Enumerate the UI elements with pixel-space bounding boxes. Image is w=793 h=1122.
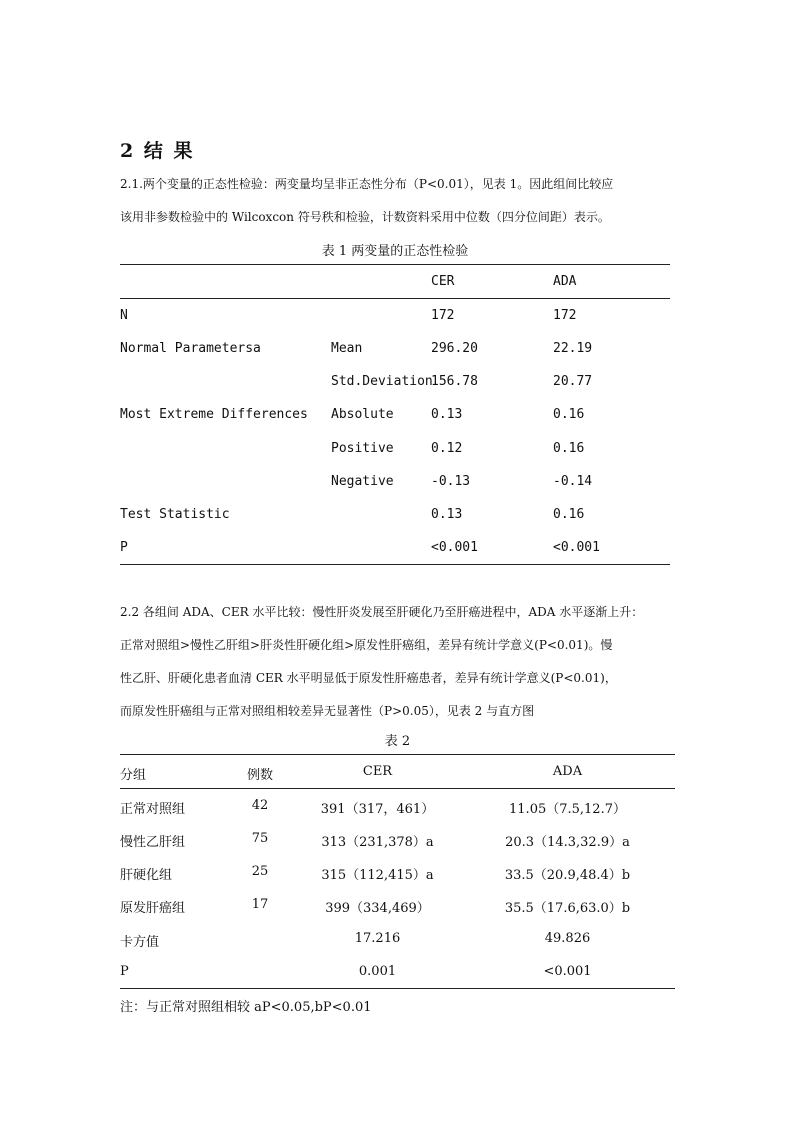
table1-cell: N bbox=[120, 308, 128, 323]
table2-cell: 35.5（17.6,63.0）b bbox=[504, 901, 631, 916]
table1-cell: Mean bbox=[331, 341, 363, 356]
table2-header-ada: ADA bbox=[552, 764, 583, 779]
table2-cell: 399（334,469） bbox=[325, 901, 430, 916]
table2-caption: 表 2 bbox=[384, 734, 411, 749]
table1-cell: 0.13 bbox=[431, 507, 463, 522]
paragraph-line: 正常对照组>慢性乙肝组>肝炎性肝硬化组>原发性肝癌组，差异有统计学意义(P<0.01)。慢 bbox=[120, 638, 613, 652]
paragraph-line: 2.1.两个变量的正态性检验：两变量均呈非正态性分布（P<0.01），见表 1。因此组间比较应 bbox=[120, 177, 614, 191]
table1-cell: Std.Deviation bbox=[331, 374, 433, 389]
table1-cell: 0.16 bbox=[553, 407, 585, 422]
table2-cell: <0.001 bbox=[543, 964, 592, 979]
table1-cell: 156.78 bbox=[431, 374, 478, 389]
table2-cell: 肝硬化组 bbox=[120, 868, 173, 883]
table2-cell: 20.3（14.3,32.9）a bbox=[505, 835, 630, 850]
table2-cell: 315（112,415）a bbox=[321, 868, 434, 883]
paragraph-line: 而原发性肝癌组与正常对照组相较差异无显著性（P>0.05），见表 2 与直方图 bbox=[120, 704, 535, 718]
table-top-rule bbox=[120, 754, 675, 755]
paragraph-2-2 bbox=[120, 596, 676, 728]
table1-cell: -0.14 bbox=[553, 474, 593, 489]
table1-cell: -0.13 bbox=[431, 474, 471, 489]
table2-cell: 原发肝癌组 bbox=[120, 901, 186, 916]
table2-cell: 17 bbox=[251, 897, 269, 912]
table1-cell: 0.13 bbox=[431, 407, 463, 422]
table1-header-cer: CER bbox=[431, 274, 455, 289]
table1-cell: 0.16 bbox=[553, 441, 585, 456]
table2-note: 注：与正常对照组相较 aP<0.05,bP<0.01 bbox=[120, 1000, 372, 1015]
paragraph-line: 该用非参数检验中的 Wilcoxcon 符号秩和检验，计数资料采用中位数（四分位间距）表示。 bbox=[120, 210, 610, 224]
table2-cell: 17.216 bbox=[354, 931, 401, 946]
table-bottom-rule bbox=[120, 564, 670, 565]
table-top-rule bbox=[120, 264, 670, 265]
table-header-rule bbox=[120, 788, 675, 789]
table1-cell: Positive bbox=[331, 441, 394, 456]
paragraph-line: 性乙肝、肝硬化患者血清 CER 水平明显低于原发性肝癌患者，差异有统计学意义(P<0.01)， bbox=[120, 671, 617, 685]
table2-header-count: 例数 bbox=[246, 768, 273, 783]
table1-cell: Normal Parametersa bbox=[120, 341, 261, 356]
table2-cell: 391（317，461） bbox=[320, 802, 435, 817]
section-title: 2 结 果 bbox=[120, 140, 195, 162]
table2-cell: 0.001 bbox=[358, 964, 397, 979]
table1-cell: 0.16 bbox=[553, 507, 585, 522]
table2-cell: 卡方值 bbox=[120, 935, 160, 950]
table1-cell: 22.19 bbox=[553, 341, 593, 356]
table1-header-ada: ADA bbox=[553, 274, 577, 289]
table1-cell: Most Extreme Differences bbox=[120, 407, 308, 422]
table2-cell: 75 bbox=[251, 831, 269, 846]
table1-cell: 172 bbox=[431, 308, 455, 323]
table1-cell: Test Statistic bbox=[120, 507, 230, 522]
table2-header-cer: CER bbox=[362, 764, 393, 779]
table1-cell: Negative bbox=[331, 474, 394, 489]
table1-caption: 表 1 两变量的正态性检验 bbox=[321, 244, 469, 259]
table1-cell: 20.77 bbox=[553, 374, 593, 389]
paragraph-line: 2.2 各组间 ADA、CER 水平比较：慢性肝炎发展至肝硬化乃至肝癌进程中，ADA 水平逐渐上升： bbox=[120, 605, 644, 619]
table2-cell: 42 bbox=[251, 798, 269, 813]
table1-cell: <0.001 bbox=[553, 540, 600, 555]
table1-cell: 172 bbox=[553, 308, 577, 323]
table2-cell: 49.826 bbox=[544, 931, 591, 946]
table2-cell: 33.5（20.9,48.4）b bbox=[504, 868, 631, 883]
table2-cell: 313（231,378）a bbox=[321, 835, 434, 850]
table2-cell: 正常对照组 bbox=[120, 802, 186, 817]
table-header-rule bbox=[120, 298, 670, 299]
table2-cell: 慢性乙肝组 bbox=[120, 835, 186, 850]
table1-cell: <0.001 bbox=[431, 540, 478, 555]
table-bottom-rule bbox=[120, 988, 675, 989]
table2-cell: 11.05（7.5,12.7） bbox=[509, 802, 626, 817]
table2-header-group: 分组 bbox=[120, 768, 147, 783]
table1-cell: Absolute bbox=[331, 407, 394, 422]
table2-cell: P bbox=[120, 964, 129, 979]
table1-cell: P bbox=[120, 540, 128, 555]
paragraph-2-1 bbox=[120, 168, 676, 234]
table2-cell: 25 bbox=[251, 864, 269, 879]
table1-cell: 0.12 bbox=[431, 441, 463, 456]
table1-cell: 296.20 bbox=[431, 341, 478, 356]
